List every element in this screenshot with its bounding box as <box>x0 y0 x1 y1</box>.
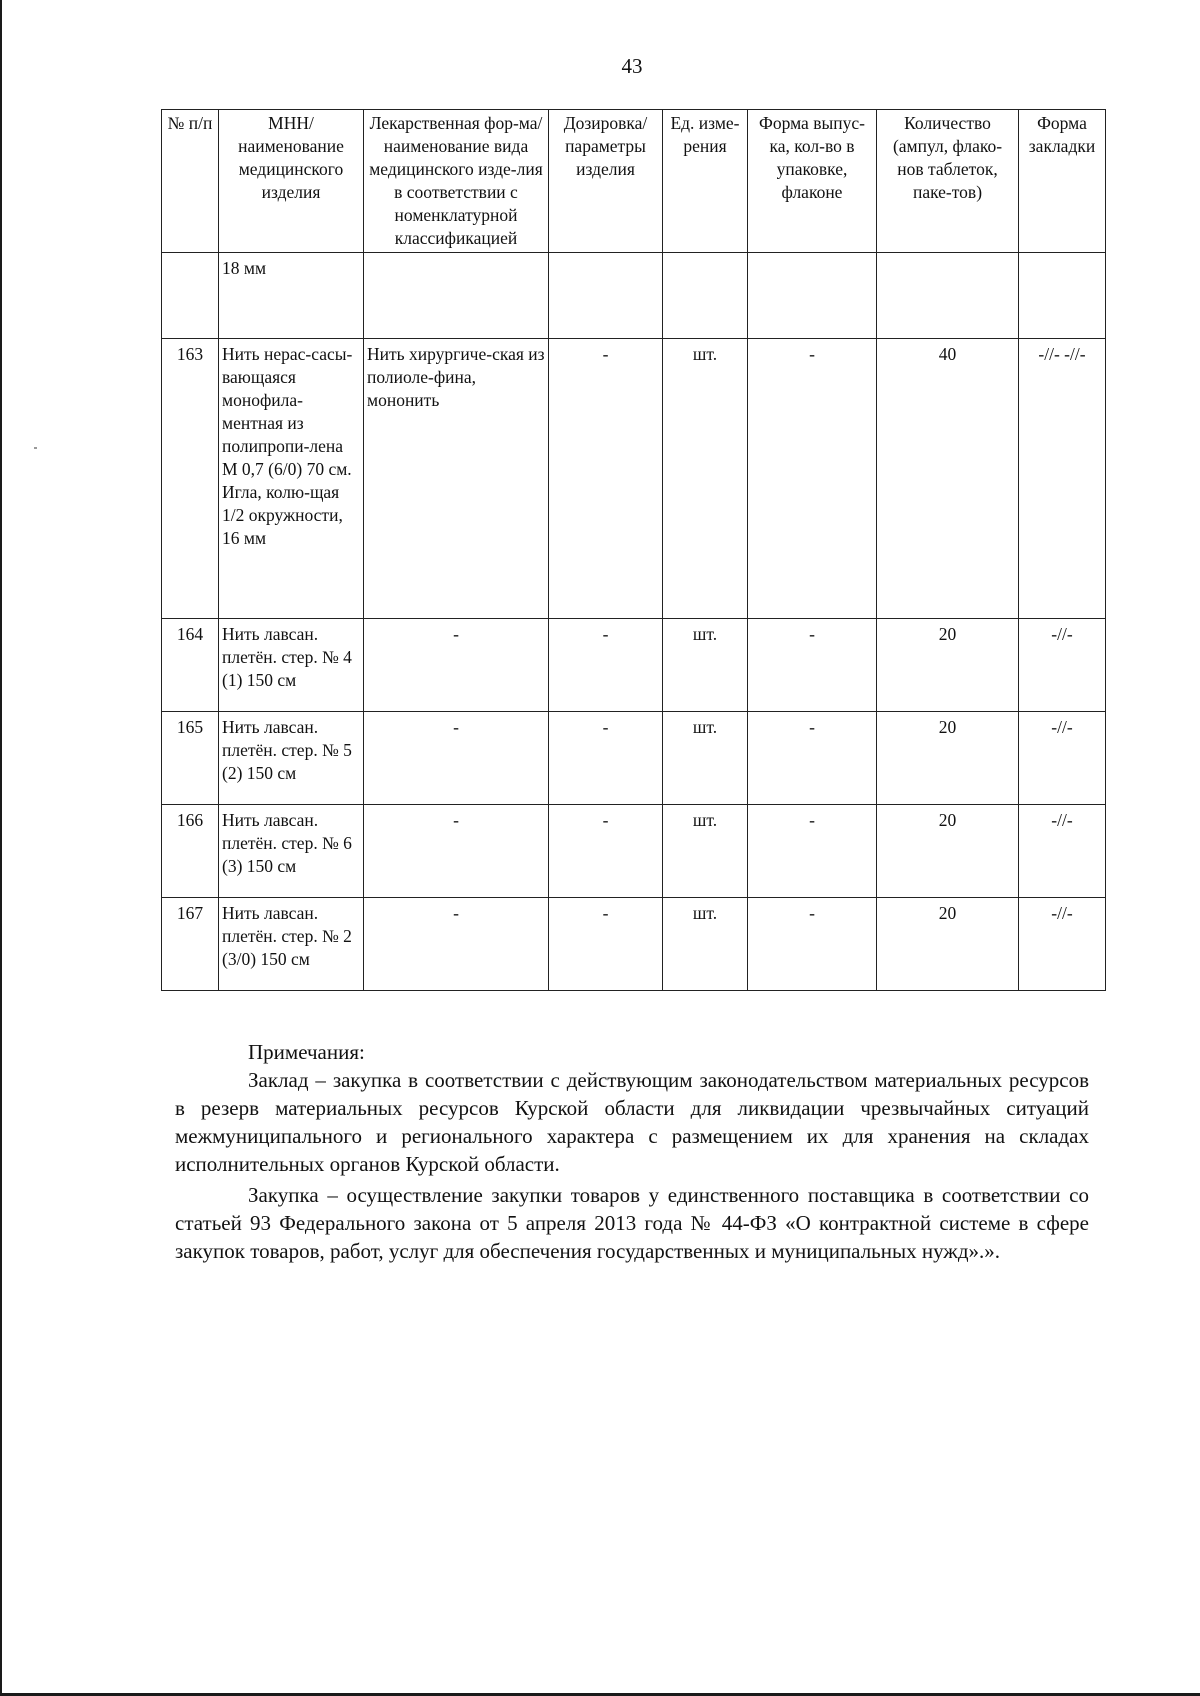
cell-number: 167 <box>162 898 219 991</box>
cell-unit: шт. <box>663 339 748 619</box>
cell-quantity <box>877 253 1019 339</box>
cell-form: - <box>364 619 549 712</box>
header-release-form: Форма выпус-ка, кол-во в упаковке, флаконе <box>748 110 877 253</box>
cell-reserve-type: -//- <box>1019 712 1106 805</box>
cell-quantity: 20 <box>877 619 1019 712</box>
cell-number: 165 <box>162 712 219 805</box>
cell-reserve-type: -//- -//- <box>1019 339 1106 619</box>
table-row <box>162 712 1106 805</box>
table-row <box>162 619 1106 712</box>
cell-number <box>162 253 219 339</box>
cell-release-form: - <box>748 805 877 898</box>
cell-number: 163 <box>162 339 219 619</box>
header-unit: Ед. изме-рения <box>663 110 748 253</box>
cell-name: Нить лавсан. плетён. стер. № 5 (2) 150 см <box>219 712 364 805</box>
notes-paragraph-reserve: Заклад – закупка в соответствии с действующим законодательством материальных ресурсов в резерв материальных ресурсов Курской области для ликвидации чрезвычайных ситуаций межмуниципального и регионального характера с размещением их для хранения на складах исполнительных органов Курской области. <box>175 1068 1089 1176</box>
cell-reserve-type <box>1019 253 1106 339</box>
cell-dosage: - <box>549 805 663 898</box>
scan-speck <box>34 447 37 449</box>
cell-name: Нить нерас-сасы-вающаяся монофила-ментная из полипропи-лена M 0,7 (6/0) 70 см. Игла, колю-щая 1/2 окружности, 16 мм <box>219 339 364 619</box>
cell-reserve-type: -//- <box>1019 619 1106 712</box>
cell-quantity: 20 <box>877 805 1019 898</box>
cell-reserve-type: -//- <box>1019 898 1106 991</box>
notes-paragraph-purchase: Закупка – осуществление закупки товаров у единственного поставщика в соответствии со статьей 93 Федерального закона от 5 апреля 2013 года № 44-ФЗ «О контрактной системе в сфере закупок товаров, работ, услуг для обеспечения государственных и муниципальных нужд».». <box>175 1183 1089 1263</box>
cell-release-form: - <box>748 619 877 712</box>
header-form: Лекарственная фор-ма/ наименование вида медицинского изде-лия в соответствии с номенклатурной классификацией <box>364 110 549 253</box>
header-reserve-type: Форма закладки <box>1019 110 1106 253</box>
cell-dosage <box>549 253 663 339</box>
cell-release-form: - <box>748 898 877 991</box>
header-number: № п/п <box>162 110 219 253</box>
cell-release-form: - <box>748 712 877 805</box>
cell-form: - <box>364 898 549 991</box>
header-name: МНН/ наименование медицинского изделия <box>219 110 364 253</box>
cell-form: - <box>364 805 549 898</box>
table-row <box>162 805 1106 898</box>
page-number: 43 <box>621 54 643 78</box>
table-row <box>162 339 1106 619</box>
cell-name: Нить лавсан. плетён. стер. № 6 (3) 150 см <box>219 805 364 898</box>
cell-release-form <box>748 253 877 339</box>
cell-unit: шт. <box>663 898 748 991</box>
cell-unit: шт. <box>663 805 748 898</box>
header-quantity: Количество (ампул, флако-нов таблеток, паке-тов) <box>877 110 1019 253</box>
table-row <box>162 898 1106 991</box>
cell-dosage: - <box>549 898 663 991</box>
cell-quantity: 20 <box>877 898 1019 991</box>
header-dosage: Дозировка/ параметры изделия <box>549 110 663 253</box>
cell-quantity: 20 <box>877 712 1019 805</box>
cell-number: 164 <box>162 619 219 712</box>
table-row-continuation <box>162 253 1106 339</box>
cell-dosage: - <box>549 339 663 619</box>
cell-quantity: 40 <box>877 339 1019 619</box>
notes-section <box>175 1038 1089 1265</box>
cell-release-form: - <box>748 339 877 619</box>
cell-form: - <box>364 712 549 805</box>
cell-dosage: - <box>549 712 663 805</box>
table-header-row <box>162 110 1106 253</box>
cell-name: Нить лавсан. плетён. стер. № 4 (1) 150 см <box>219 619 364 712</box>
cell-name: 18 мм <box>219 253 364 339</box>
cell-unit: шт. <box>663 619 748 712</box>
cell-form: Нить хирургиче-ская из полиоле-фина, мононить <box>364 339 549 619</box>
cell-name: Нить лавсан. плетён. стер. № 2 (3/0) 150 см <box>219 898 364 991</box>
cell-reserve-type: -//- <box>1019 805 1106 898</box>
cell-form <box>364 253 549 339</box>
scan-border-left <box>0 0 2 1696</box>
cell-number: 166 <box>162 805 219 898</box>
medical-supplies-table <box>161 109 1106 991</box>
cell-dosage: - <box>549 619 663 712</box>
cell-unit: шт. <box>663 712 748 805</box>
notes-title: Примечания: <box>248 1040 365 1064</box>
cell-unit <box>663 253 748 339</box>
